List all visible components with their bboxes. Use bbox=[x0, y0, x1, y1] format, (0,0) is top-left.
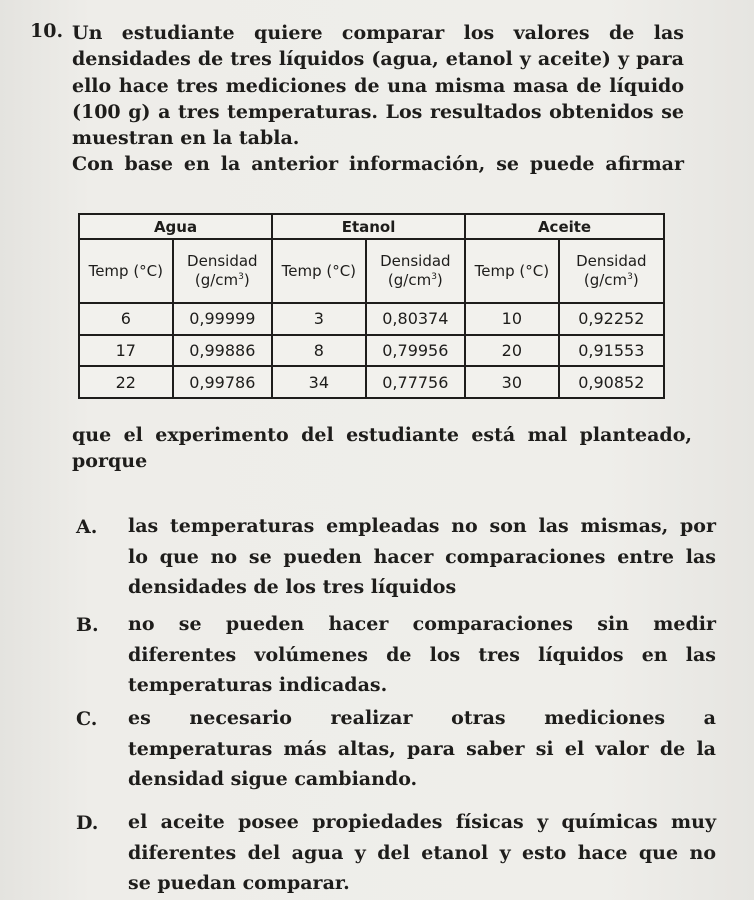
table-row bbox=[79, 303, 664, 335]
option-letter: A. bbox=[76, 516, 98, 538]
option-line: temperaturas más altas, para saber si el valor de la bbox=[128, 737, 716, 760]
question-stem bbox=[72, 20, 684, 178]
option-text bbox=[128, 807, 716, 899]
continuation-line: que el experimento del estudiante está mal planteado, bbox=[72, 424, 692, 446]
option-text bbox=[128, 609, 716, 701]
option-line: no se pueden hacer comparaciones sin medir bbox=[128, 613, 716, 635]
density-header: Densidad $(g/cm^3)$ bbox=[559, 239, 664, 302]
option-line: densidades de los tres líquidos bbox=[128, 576, 457, 598]
stem-line: (100 g) a tres temperaturas. Los resultados obtenidos se bbox=[72, 100, 684, 123]
option-line: diferentes del agua y del etanol y esto hace que no bbox=[128, 841, 716, 864]
temp-header: Temp (°C) bbox=[79, 239, 173, 302]
temp-cell: 8 bbox=[272, 335, 366, 367]
density-cell: 0,92252 bbox=[559, 303, 664, 335]
column-header-row bbox=[79, 239, 664, 302]
temp-header: Temp (°C) bbox=[465, 239, 559, 302]
density-cell: 0,90852 bbox=[559, 366, 664, 398]
option-letter: C. bbox=[76, 708, 98, 730]
stem-line: densidades de tres líquidos (agua, etanol y aceite) y para bbox=[72, 48, 684, 71]
question-number: 10. bbox=[30, 20, 64, 42]
temp-header: Temp (°C) bbox=[272, 239, 366, 302]
temp-cell: 10 bbox=[465, 303, 559, 335]
density-cell: 0,91553 bbox=[559, 335, 664, 367]
option-line: diferentes volúmenes de los tres líquidos en las bbox=[128, 643, 716, 666]
density-header: Densidad $(g/cm^3)$ bbox=[173, 239, 272, 302]
density-cell: 0,99886 bbox=[173, 335, 272, 367]
option-line: es necesario realizar otras mediciones a bbox=[128, 707, 716, 729]
density-cell: 0,79956 bbox=[366, 335, 465, 367]
option-line: densidad sigue cambiando. bbox=[128, 768, 418, 790]
option-letter: B. bbox=[76, 614, 99, 636]
group-header-etanol: Etanol bbox=[272, 214, 465, 239]
option-text bbox=[128, 511, 716, 603]
temp-cell: 34 bbox=[272, 366, 366, 398]
option-line: las temperaturas empleadas no son las mismas, por bbox=[128, 515, 716, 537]
stem-line: muestran en la tabla. bbox=[72, 127, 300, 150]
option-line: temperaturas indicadas. bbox=[128, 674, 388, 696]
option-letter: D. bbox=[76, 812, 99, 834]
temp-cell: 30 bbox=[465, 366, 559, 398]
density-table bbox=[78, 213, 665, 399]
temp-cell: 3 bbox=[272, 303, 366, 335]
density-cell: 0,77756 bbox=[366, 366, 465, 398]
continuation-line: porque bbox=[72, 450, 148, 472]
option-line: se puedan comparar. bbox=[128, 872, 350, 894]
group-header-row bbox=[79, 214, 664, 239]
option-text bbox=[128, 703, 716, 795]
stem-line: Con base en la anterior información, se puede afirmar bbox=[72, 153, 684, 176]
option-line: lo que no se pueden hacer comparaciones entre las bbox=[128, 545, 716, 568]
density-cell: 0,99999 bbox=[173, 303, 272, 335]
temp-cell: 17 bbox=[79, 335, 173, 367]
temp-cell: 22 bbox=[79, 366, 173, 398]
density-cell: 0,99786 bbox=[173, 366, 272, 398]
group-header-aceite: Aceite bbox=[465, 214, 664, 239]
question-continuation bbox=[72, 422, 692, 474]
density-header: Densidad $(g/cm^3)$ bbox=[366, 239, 465, 302]
temp-cell: 6 bbox=[79, 303, 173, 335]
option-line: el aceite posee propiedades físicas y químicas muy bbox=[128, 811, 716, 833]
table-row bbox=[79, 366, 664, 398]
stem-line: Un estudiante quiere comparar los valores de las bbox=[72, 22, 684, 44]
density-cell: 0,80374 bbox=[366, 303, 465, 335]
temp-cell: 20 bbox=[465, 335, 559, 367]
stem-line: ello hace tres mediciones de una misma masa de líquido bbox=[72, 74, 684, 97]
table-row bbox=[79, 335, 664, 367]
group-header-agua: Agua bbox=[79, 214, 272, 239]
